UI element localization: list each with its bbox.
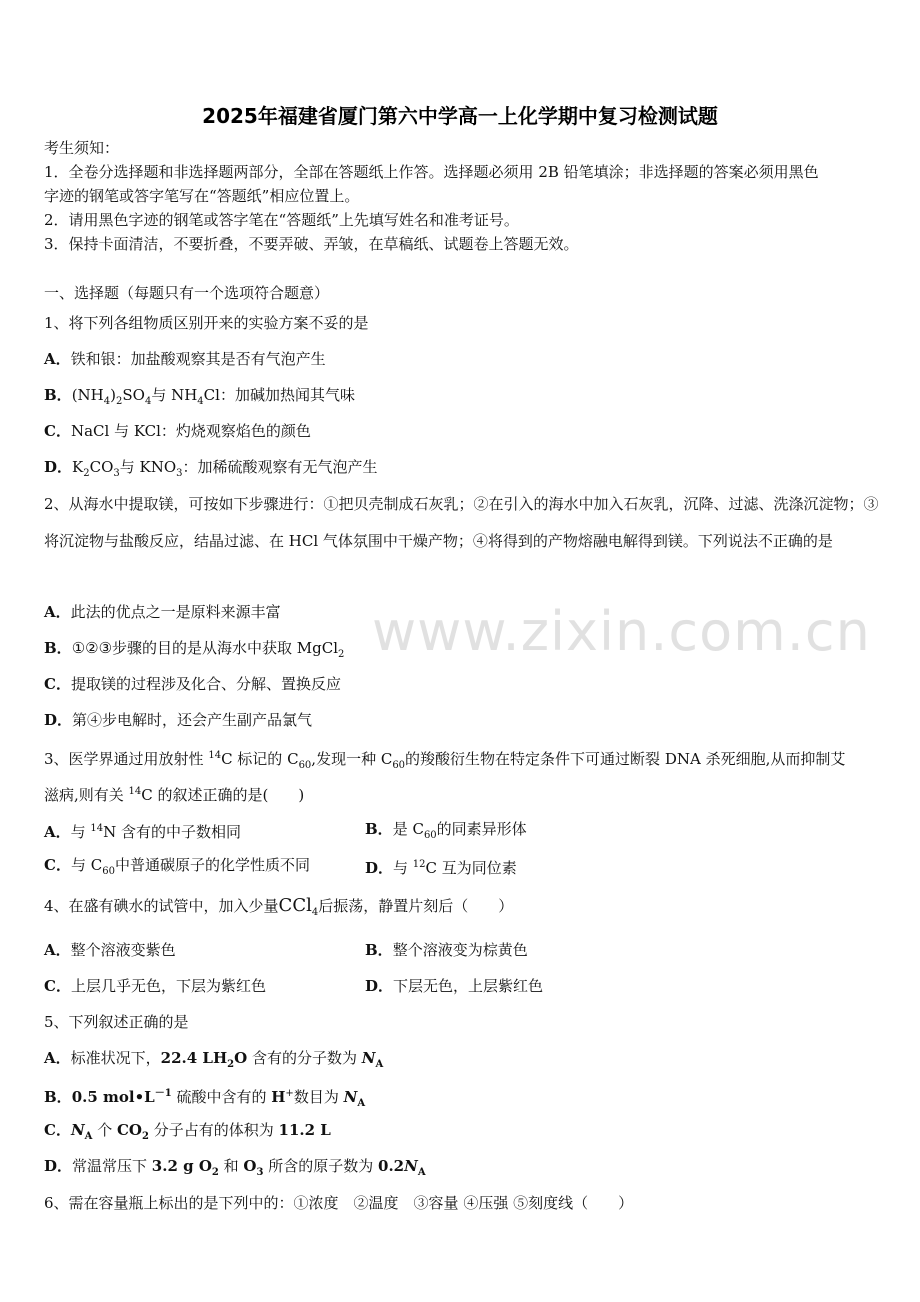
option-text: 与 — [393, 859, 413, 877]
subscript: 60 — [298, 760, 312, 771]
option-text: 第④步电解时，还会产生副产品氯气 — [72, 711, 313, 729]
avogadro-symbol: N — [404, 1157, 418, 1175]
stem-text: 3、医学界通过用放射性 — [44, 750, 209, 768]
subscript: A — [375, 1059, 384, 1070]
stem-text: C 标记的 C — [221, 750, 299, 768]
question-3-option-a — [44, 819, 241, 842]
avogadro-symbol: N — [70, 1121, 85, 1139]
subscript: A — [357, 1098, 366, 1109]
formula: CO — [116, 1121, 142, 1139]
quantity: 22.4 LH — [160, 1049, 228, 1067]
option-label: A． — [44, 941, 71, 959]
question-2-option-a — [44, 602, 281, 622]
subscript: 60 — [423, 830, 437, 841]
subscript: 4 — [144, 396, 152, 407]
option-label: B． — [365, 820, 393, 838]
option-text: C 互为同位素 — [425, 859, 517, 877]
option-label: A． — [44, 1049, 71, 1067]
option-text: 的同素异形体 — [436, 820, 527, 838]
option-text: SO — [122, 386, 145, 404]
ion: H — [271, 1088, 286, 1106]
option-text: 硫酸中含有的 — [171, 1088, 272, 1106]
formula: O — [243, 1157, 257, 1175]
option-text: N 含有的中子数相同 — [103, 823, 242, 841]
question-1-option-b — [44, 385, 355, 412]
question-2-stem: 2、从海水中提取镁，可按如下步骤进行：①把贝壳制成石灰乳；②在引入的海水中加入石灰乳，沉降、过滤、洗涤沉淀物；③将沉淀物与盐酸反应，结晶过滤、在 HCl 气体氛围中干燥产物；④将得到的产物熔融电解得到镁。下列说法不正确的是 — [44, 495, 879, 550]
page-title: 2025年福建省厦门第六中学高一上化学期中复习检测试题 — [202, 104, 718, 128]
quantity: 0.5 mol•L — [71, 1088, 155, 1106]
subscript: 2 — [211, 1167, 219, 1178]
avogadro-symbol: N — [361, 1049, 376, 1067]
option-label: C． — [44, 675, 71, 693]
option-label: B． — [365, 941, 393, 959]
option-text: 上层几乎无色，下层为紫红色 — [70, 977, 266, 995]
option-label: C． — [44, 1121, 71, 1139]
subscript: 60 — [102, 866, 115, 877]
option-text: 整个溶液变为棕黄色 — [392, 941, 528, 959]
option-label: B． — [44, 1088, 72, 1106]
option-text: 个 — [92, 1121, 117, 1139]
subscript: 60 — [392, 760, 406, 771]
subscript: 2 — [142, 1131, 149, 1142]
subscript: 4 — [103, 396, 111, 407]
option-text: K — [72, 458, 84, 476]
option-text: 含有的分子数为 — [247, 1049, 362, 1067]
option-text: NaCl 与 KCl：灼烧观察焰色的颜色 — [70, 422, 311, 440]
option-label: C． — [44, 422, 71, 440]
option-label: A． — [44, 350, 71, 368]
stem-text: 4、在盛有碘水的试管中，加入少量 — [44, 897, 279, 915]
option-text: 与 KNO — [119, 458, 177, 476]
question-4-stem — [44, 896, 513, 923]
option-text: 数目为 — [293, 1088, 344, 1106]
subscript: 4 — [311, 907, 319, 918]
option-text: 标准状况下， — [70, 1049, 161, 1067]
option-text: 是 C — [392, 820, 424, 838]
option-text: ：加稀硫酸观察有无气泡产生 — [182, 458, 378, 476]
superscript: + — [285, 1088, 294, 1099]
option-label: B． — [44, 639, 72, 657]
stem-text: 后振荡，静置片刻后（ ） — [318, 897, 514, 915]
subscript: A — [417, 1167, 426, 1178]
stem-text: ,发现一种 C — [311, 750, 393, 768]
option-text: 和 — [218, 1157, 244, 1175]
option-label: D． — [365, 859, 394, 877]
question-1-option-c — [44, 421, 311, 441]
question-2-option-b — [44, 638, 344, 665]
stem-text: 滋病,则有关 — [44, 786, 129, 804]
subscript: 4 — [197, 396, 204, 407]
question-3-stem-line-2 — [44, 782, 304, 805]
question-5-stem: 5、下列叙述正确的是 — [44, 1013, 189, 1031]
question-4-option-d — [365, 976, 543, 996]
question-2-option-c — [44, 674, 341, 694]
question-4-option-c — [44, 976, 266, 996]
subscript: 2 — [115, 396, 123, 407]
option-text: Cl：加碱加热闻其气味 — [203, 386, 355, 404]
option-text: ) — [110, 386, 116, 404]
option-label: C． — [44, 977, 71, 995]
question-6-stem: 6、需在容量瓶上标出的是下列中的：①浓度 ②温度 ③容量 ④压强 ⑤刻度线（ ） — [44, 1194, 634, 1212]
subscript: 3 — [176, 468, 183, 479]
question-5-option-a — [44, 1048, 383, 1075]
option-text: 分子占有的体积为 — [148, 1121, 279, 1139]
stem-text: 的羧酸衍生物在特定条件下可通过断裂 DNA 杀死细胞,从而抑制艾 — [405, 750, 846, 768]
superscript: －1 — [154, 1088, 172, 1099]
option-label: B． — [44, 386, 72, 404]
formula: CCl — [278, 895, 312, 916]
option-text: 下层无色，上层紫红色 — [393, 977, 544, 995]
notice-item-1: 1．全卷分选择题和非选择题两部分，全部在答题纸上作答。选择题必须用 2B 铅笔填涂；非选择题的答案必须用黑色 — [44, 163, 819, 181]
option-label: D． — [44, 458, 73, 476]
option-label: D． — [365, 977, 394, 995]
option-text: 整个溶液变紫色 — [70, 941, 176, 959]
watermark: www.zixin.com.cn — [372, 600, 871, 663]
superscript: 12 — [412, 859, 426, 870]
superscript: 14 — [90, 823, 104, 834]
subscript: 2 — [83, 468, 90, 479]
question-4-option-a — [44, 940, 176, 960]
quantity: O — [234, 1049, 248, 1067]
question-1-option-d — [44, 457, 378, 484]
option-label: D． — [44, 711, 73, 729]
subscript: A — [84, 1131, 93, 1142]
question-5-option-d — [44, 1156, 426, 1183]
notice-item-2: 2．请用黑色字迹的钢笔或答字笔在“答题纸”上先填写姓名和准考证号。 — [44, 211, 519, 229]
notice-heading: 考生须知： — [44, 139, 120, 157]
superscript: 14 — [208, 750, 222, 761]
option-text: 常温常压下 — [72, 1157, 152, 1175]
option-label: D． — [44, 1157, 73, 1175]
subscript: 2 — [338, 649, 345, 660]
question-3-stem-line-1 — [44, 746, 845, 776]
superscript: 14 — [128, 786, 142, 797]
option-text: 中普通碳原子的化学性质不同 — [114, 856, 310, 874]
option-text: 此法的优点之一是原料来源丰富 — [70, 603, 281, 621]
subscript: 3 — [256, 1167, 264, 1178]
quantity: 3.2 g O — [151, 1157, 212, 1175]
section-title: 一、选择题（每题只有一个选项符合题意） — [44, 284, 330, 302]
option-label: A． — [44, 823, 71, 841]
option-text: 与 — [70, 823, 91, 841]
notice-item-3: 3．保持卡面清洁，不要折叠，不要弄破、弄皱，在草稿纸、试题卷上答题无效。 — [44, 235, 579, 253]
question-5-option-b — [44, 1084, 365, 1114]
avogadro-symbol: N — [343, 1088, 358, 1106]
question-3-option-c — [44, 855, 310, 882]
question-3-option-b — [365, 819, 527, 846]
question-4-option-b — [365, 940, 528, 960]
option-text: 与 C — [70, 856, 103, 874]
option-text: 提取镁的过程涉及化合、分解、置换反应 — [70, 675, 341, 693]
subscript: 2 — [227, 1059, 235, 1070]
option-text: (NH — [71, 386, 104, 404]
option-text: 铁和银：加盐酸观察其是否有气泡产生 — [70, 350, 326, 368]
question-5-option-c — [44, 1120, 331, 1147]
option-text: 所含的原子数为 — [263, 1157, 379, 1175]
question-2-option-d — [44, 710, 312, 730]
option-text: ①②③步骤的目的是从海水中获取 MgCl — [71, 639, 339, 657]
question-3-option-d — [365, 855, 517, 878]
option-label: C． — [44, 856, 71, 874]
quantity: 0.2 — [378, 1157, 405, 1175]
option-text: 与 NH — [151, 386, 198, 404]
question-1-option-a — [44, 349, 326, 369]
notice-item-1-cont: 字迹的钢笔或答字笔写在“答题纸”相应位置上。 — [44, 187, 360, 205]
quantity: 11.2 L — [278, 1121, 331, 1139]
subscript: 3 — [113, 468, 120, 479]
option-text: CO — [89, 458, 114, 476]
question-1-stem: 1、将下列各组物质区别开来的实验方案不妥的是 — [44, 314, 369, 332]
option-label: A． — [44, 603, 71, 621]
stem-text: C 的叙述正确的是( ) — [141, 786, 305, 804]
